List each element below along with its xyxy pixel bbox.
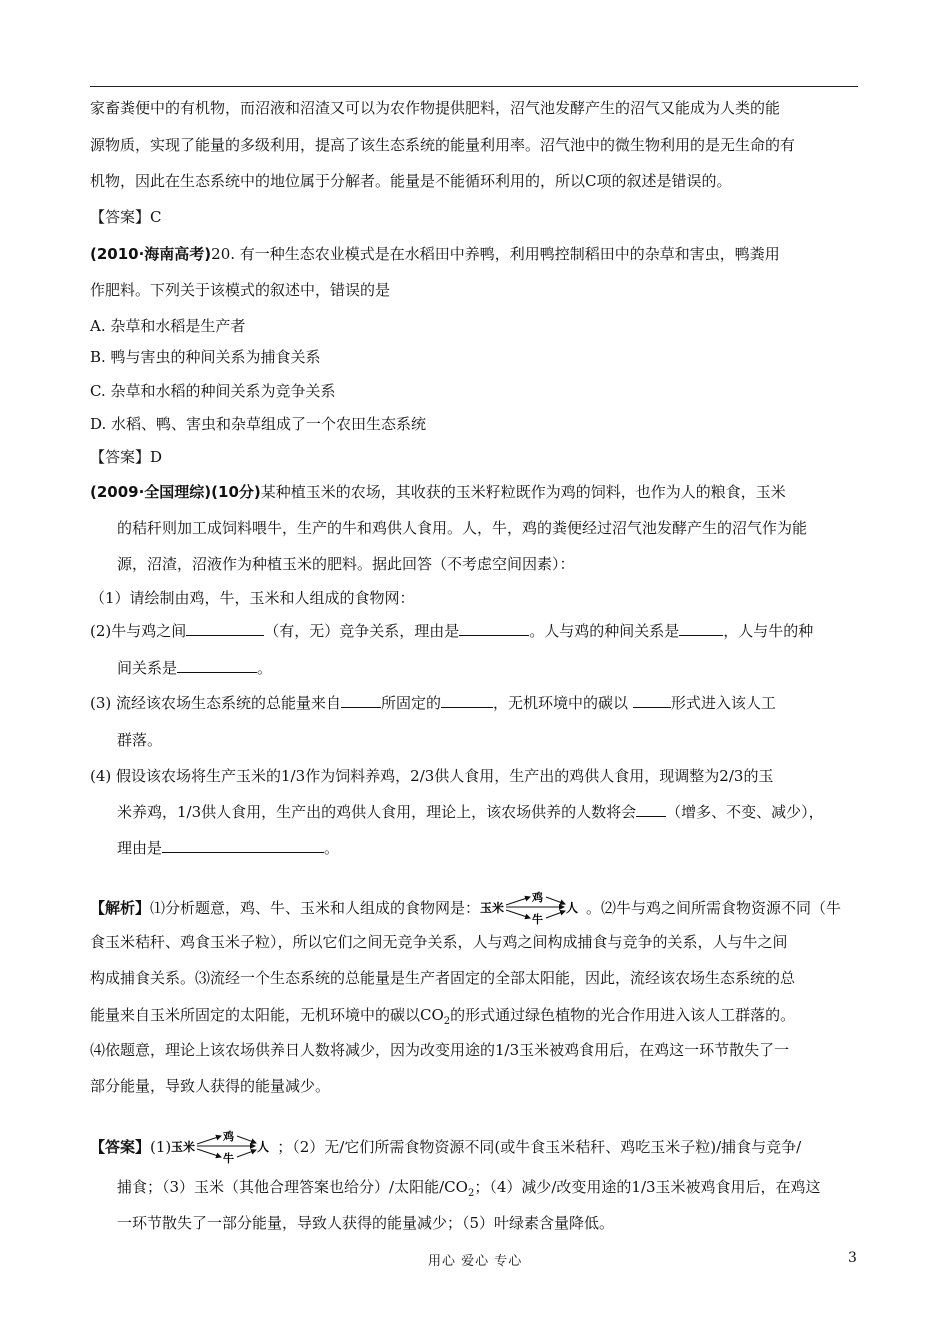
food-web-corn: 玉米 — [480, 901, 505, 915]
food-web-human: 人 — [257, 1140, 270, 1154]
q2009-sub1: （1）请绘制由鸡，牛，玉米和人组成的食物网： — [90, 589, 415, 607]
q20-option-c: C. 杂草和水稻的种间关系为竞争关系 — [90, 382, 336, 400]
blank — [162, 838, 324, 853]
food-web-diagram — [480, 890, 586, 928]
page-number: 3 — [848, 1250, 857, 1266]
food-web-chicken: 鸡 — [532, 891, 544, 904]
food-web-human: 人 — [566, 901, 579, 915]
footer-slogan: 用心 爱心 专心 — [428, 1254, 523, 1269]
q2009-sub2: (2)牛与鸡之间 （有，无）竞争关系，理由是 。人与鸡的种间关系是 ，人与牛的种 — [90, 622, 814, 640]
q2009-sub3: (3) 流经该农场生态系统的总能量来自 所固定的 ，无机环境中的碳以 形式进入该人工 — [90, 694, 776, 712]
blank — [341, 693, 381, 708]
answer2-line1: 【答案】(1) 玉米 鸡 人 牛 ；（2）无/它们所需食物资源不同(或牛食玉米秸秆、鸡吃玉米子粒)/捕食与竞争/ — [90, 1130, 802, 1165]
header-rule — [90, 86, 858, 87]
analysis-line6: 部分能量，导致人获得的能量减少。 — [90, 1077, 331, 1095]
food-web-corn: 玉米 — [171, 1140, 196, 1154]
answer2-line3: 一环节散失了一部分能量，导致人获得的能量减少；（5）叶绿素含量降低。 — [117, 1214, 615, 1232]
q20-option-a: A. 杂草和水稻是生产者 — [90, 317, 246, 335]
blank — [441, 693, 493, 708]
q20-line1: 20. 有一种生态农业模式是在水稻田中养鸭，利用鸭控制稻田中的杂草和害虫，鸭粪用 — [211, 245, 780, 263]
blank — [636, 802, 666, 817]
q2009-sub4: (4) 假设该农场将生产玉米的1/3作为饲料养鸡，2/3供人食用，生产出的鸡供人食用，现调整为2/3的玉 — [90, 767, 774, 785]
text-line: 家畜粪便中的有机物，而沼液和沼渣又可以为农作物提供肥料，沼气池发酵产生的沼气又能成为人类的能 — [90, 99, 781, 117]
text-line: 源物质，实现了能量的多级利用，提高了该生态系统的能量利用率。沼气池中的微生物利用的是无生命的有 — [90, 136, 796, 154]
q20-option-b: B. 鸭与害虫的种间关系为捕食关系 — [90, 348, 321, 366]
q20-line2: 作肥料。下列关于该模式的叙述中，错误的是 — [90, 281, 391, 299]
text-line: 机物，因此在生态系统中的地位属于分解者。能量是不能循环利用的，所以C项的叙述是错误的。 — [90, 172, 732, 190]
analysis-line4: 能量来自玉米所固定的太阳能，无机环境中的碳以$CO_2$的形式通过绿色植物的光合作用进入该人工群落的。 — [90, 1006, 796, 1027]
blank — [186, 621, 264, 636]
food-web-cattle: 牛 — [223, 1152, 235, 1165]
food-web-chicken: 鸡 — [223, 1130, 235, 1143]
blank — [459, 621, 529, 636]
q2009-line3: 源，沼渣，沼液作为种植玉米的肥料。据此回答（不考虑空间因素）： — [117, 555, 575, 573]
analysis-line2: 食玉米秸秆、鸡食玉米子粒），所以它们之间无竞争关系，人与鸡之间构成捕食与竞争的关系，人与牛之间 — [90, 933, 788, 951]
q2009-sub2-cont: 间关系是 。 — [117, 659, 273, 677]
answer2-line2: 捕食；（3）玉米（其他合理答案也给分）/太阳能$/CO_2$；（4）减少/改变用途的1/3玉米被鸡食用后，在鸡这 — [117, 1178, 821, 1199]
analysis-line3: 构成捕食关系。⑶流经一个生态系统的总能量是生产者固定的全部太阳能，因此，流经该农场生态系统的总 — [90, 969, 796, 987]
answer-line: 【答案】C — [90, 208, 162, 226]
q20-stem — [90, 244, 780, 264]
analysis-line1: 【解析】⑴分析题意，鸡、牛、玉米和人组成的食物网是： 玉米 鸡 人 牛 。⑵牛与鸡之间所需食物资源不同（牛 — [90, 891, 842, 926]
q2009-sub3-cont: 群落。 — [117, 731, 163, 749]
analysis-line5: ⑷依题意，理论上该农场供养日人数将减少，因为改变用途的1/3玉米被鸡食用后，在鸡这一环节散失了一 — [90, 1041, 790, 1059]
blank — [177, 658, 257, 673]
q2009-sub4-reason: 理由是 。 — [117, 839, 340, 857]
q20-answer: 【答案】D — [90, 448, 163, 466]
blank — [633, 693, 671, 708]
food-web-cattle: 牛 — [532, 913, 544, 926]
q20-option-d: D. 水稻、鸭、害虫和杂草组成了一个农田生态系统 — [90, 415, 427, 433]
blank — [679, 621, 723, 636]
q2009-line2: 的秸秆则加工成饲料喂牛，生产的牛和鸡供人食用。人，牛，鸡的粪便经过沼气池发酵产生的沼气作为能 — [117, 519, 808, 537]
food-web-diagram — [171, 1129, 277, 1167]
q2009-line1: 某种植玉米的农场，其收获的玉米籽粒既作为鸡的饲料，也作为人的粮食，玉米 — [260, 483, 786, 501]
q20-source: (2010·海南高考) — [90, 245, 212, 263]
q2009-source: (2009·全国理综)(10分) — [90, 483, 261, 501]
q2009-stem — [90, 482, 786, 502]
q2009-sub4-cont: 米养鸡，1/3供人食用，生产出的鸡供人食用，理论上，该农场供养的人数将会 （增多、不变、减少）， — [117, 803, 824, 821]
